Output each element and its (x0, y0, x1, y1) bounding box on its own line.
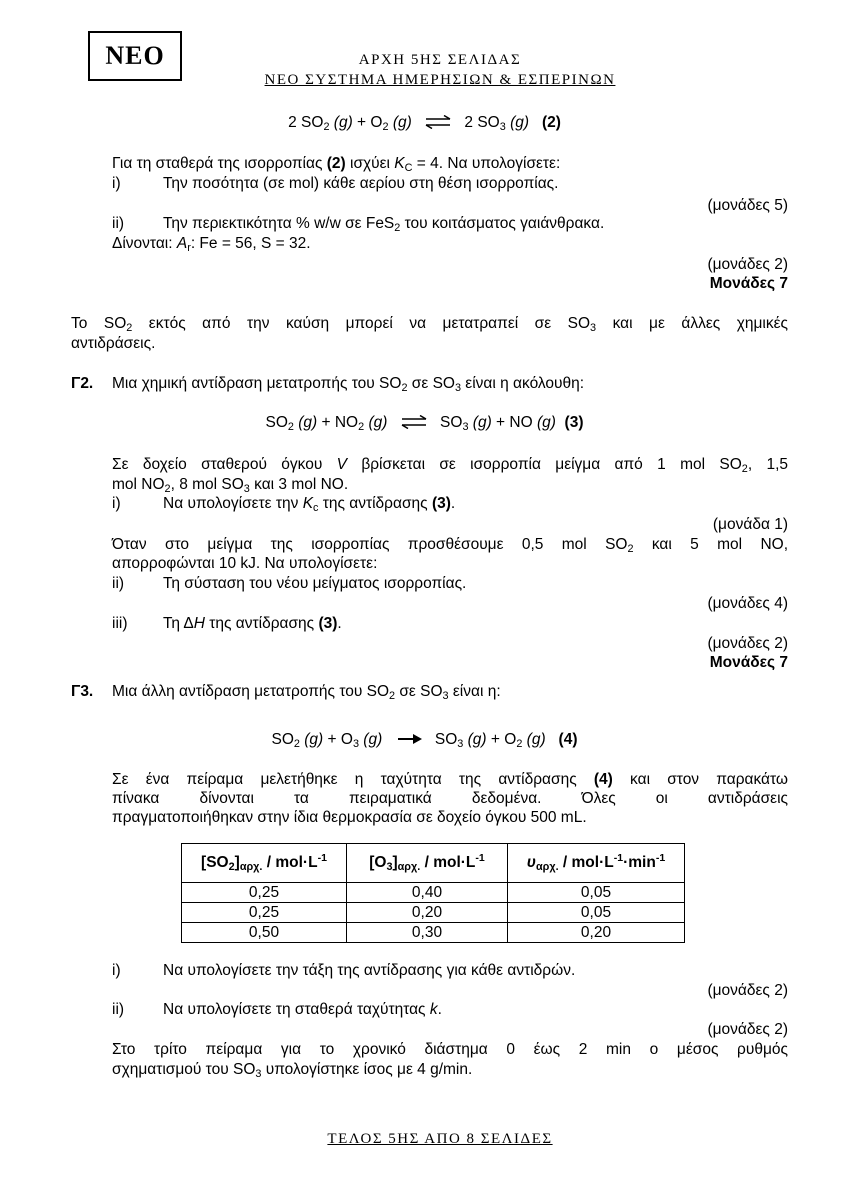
table-cell: 0,20 (347, 903, 508, 923)
marks-2: (μονάδες 2) (707, 256, 788, 273)
g2-iii-label: iii) (112, 615, 128, 632)
reaction-arrow-icon (395, 732, 423, 746)
equilibrium-arrow-icon (400, 415, 428, 429)
g2-mixture-line-2: mol $NO_2$, 8 mol $SO_3$ και 3 mol NO. (112, 476, 349, 495)
kc-statement: Για τη σταθερά της ισορροπίας (2) ισχύει $K_C = 4$. Να υπολογίσετε: (112, 155, 561, 174)
g2-addition-line-2: απορροφώνται 10 kJ. Να υπολογίσετε: (112, 555, 378, 572)
intro-line-2: αντιδράσεις. (71, 335, 156, 352)
marks-2-g2: (μονάδες 2) (707, 635, 788, 652)
table-cell: 0,30 (347, 923, 508, 943)
g3-ii-text: Να υπολογίσετε τη σταθερά ταχύτητας k. (163, 1001, 442, 1018)
g3-rate-line-2: σχηματισμού του $SO_3$ υπολογίστηκε ίσος με 4 g/min. (112, 1061, 473, 1080)
table-cell: 0,40 (347, 883, 508, 903)
marks-2-g3-ii: (μονάδες 2) (707, 1021, 788, 1038)
g3-rate-line-1: Στο τρίτο πείραμα για το χρονικό διάστημα 0 έως 2 min ο μέσος ρυθμός (112, 1041, 788, 1058)
g2-ii-text: Τη σύσταση του νέου μείγματος ισορροπίας. (163, 575, 467, 592)
header-so2-concentration: $[SO_2]_{\alpha\rho\chi.} / mol\cdot L^{-1}$ (182, 844, 347, 883)
g2-i-text: Να υπολογίσετε την $K_c$ της αντίδρασης (3). (163, 495, 456, 514)
marks-2-g3-i: (μονάδες 2) (707, 982, 788, 999)
page-end-label: ΤΕΛΟΣ 5ΗΣ ΑΠΟ 8 ΣΕΛΙΔΕΣ (327, 1131, 553, 1147)
question-ii-text: Την περιεκτικότητα % w/w σε FeS$_2$ του κοιτάσματος γαιάνθρακα. (163, 215, 605, 234)
g2-addition-line-1: Όταν στο μείγμα της ισορροπίας προσθέσουμε 0,5 mol $SO_2$ και 5 mol NO, (112, 536, 789, 555)
rate-data-table (181, 843, 685, 943)
table-row (182, 903, 685, 923)
table-row (182, 883, 685, 903)
intro-line-1: Το $SO_2$ εκτός από την καύση μπορεί να μετατραπεί σε $SO_3$ και με άλλες χημικές (71, 315, 788, 334)
total-marks-7-g2: Μονάδες 7 (709, 654, 788, 671)
g2-i-label: i) (112, 495, 121, 512)
question-ii-label: ii) (112, 215, 125, 232)
g2-iii-text: Τη ΔH της αντίδρασης (3). (163, 615, 342, 632)
question-g2-text: Μια χημική αντίδραση μετατροπής του $SO_2$ σε $SO_3$ είναι η ακόλουθη: (112, 375, 585, 394)
table-header-row (182, 844, 685, 883)
question-g3-label: Γ3. (71, 683, 94, 700)
header-o3-concentration: $[O_3]_{\alpha\rho\chi.} / mol\cdot L^{-1}$ (347, 844, 508, 883)
question-i-label: i) (112, 175, 121, 192)
g2-mixture-line-1: Σε δοχείο σταθερού όγκου V βρίσκεται σε ισορροπία μείγμα από 1 mol $SO_2$, 1,5 (112, 456, 788, 475)
g3-ii-label: ii) (112, 1001, 125, 1018)
g2-ii-label: ii) (112, 575, 125, 592)
table-cell: 0,20 (508, 923, 685, 943)
page-start-label: ΑΡΧΗ 5ΗΣ ΣΕΛΙΔΑΣ (358, 52, 522, 68)
g3-experiment-line-2: πίνακα δίνονται τα πειραματικά δεδομένα. Όλες οι αντιδράσεις (112, 790, 788, 807)
marks-5: (μονάδες 5) (707, 197, 788, 214)
header-initial-rate: $\upsilon_{\alpha\rho\chi.} / mol\cdot L^{-1}\cdot\min^{-1}$ (508, 844, 685, 883)
table-cell: 0,05 (508, 903, 685, 923)
marks-1: (μονάδα 1) (712, 516, 788, 533)
question-g3-text: Μια άλλη αντίδραση μετατροπής του $SO_2$ σε $SO_3$ είναι η: (112, 683, 501, 702)
table-cell: 0,25 (182, 903, 347, 923)
question-i-text: Την ποσότητα (σε mol) κάθε αερίου στη θέση ισορροπίας. (163, 175, 559, 192)
equilibrium-arrow-icon (424, 115, 452, 129)
neo-badge: ΝΕΟ (88, 31, 182, 81)
equation-2: 2 $SO_2$ $(g) + O_2$ (g) 2 $SO_3$ (g) (2) (288, 114, 561, 133)
question-g2-label: Γ2. (71, 375, 94, 392)
equation-3: $SO_2$ $(g) + NO_2$ (g) $SO_3$ (g) + NO (g) (3) (265, 414, 584, 433)
g3-experiment-line-3: πραγματοποιήθηκαν στην ίδια θερμοκρασία σε δοχείο όγκου 500 mL. (112, 809, 587, 826)
given-data: Δίνονται: $A_r$: Fe = 56, S = 32. (112, 235, 311, 254)
table-cell: 0,25 (182, 883, 347, 903)
equation-4: $SO_2$ $(g) + O_3$ (g) $SO_3$ $(g) + O_2$ (g) (4) (271, 731, 578, 750)
exam-system-label: ΝΕΟ ΣΥΣΤΗΜΑ ΗΜΕΡΗΣΙΩΝ & ΕΣΠΕΡΙΝΩΝ (264, 72, 616, 88)
total-marks-7: Μονάδες 7 (709, 275, 788, 292)
table-cell: 0,05 (508, 883, 685, 903)
g3-i-text: Να υπολογίσετε την τάξη της αντίδρασης για κάθε αντιδρών. (163, 962, 576, 979)
g3-i-label: i) (112, 962, 121, 979)
table-row (182, 923, 685, 943)
g3-experiment-line-1: Σε ένα πείραμα μελετήθηκε η ταχύτητα της αντίδρασης (4) και στον παρακάτω (112, 771, 789, 788)
marks-4: (μονάδες 4) (707, 595, 788, 612)
table-cell: 0,50 (182, 923, 347, 943)
